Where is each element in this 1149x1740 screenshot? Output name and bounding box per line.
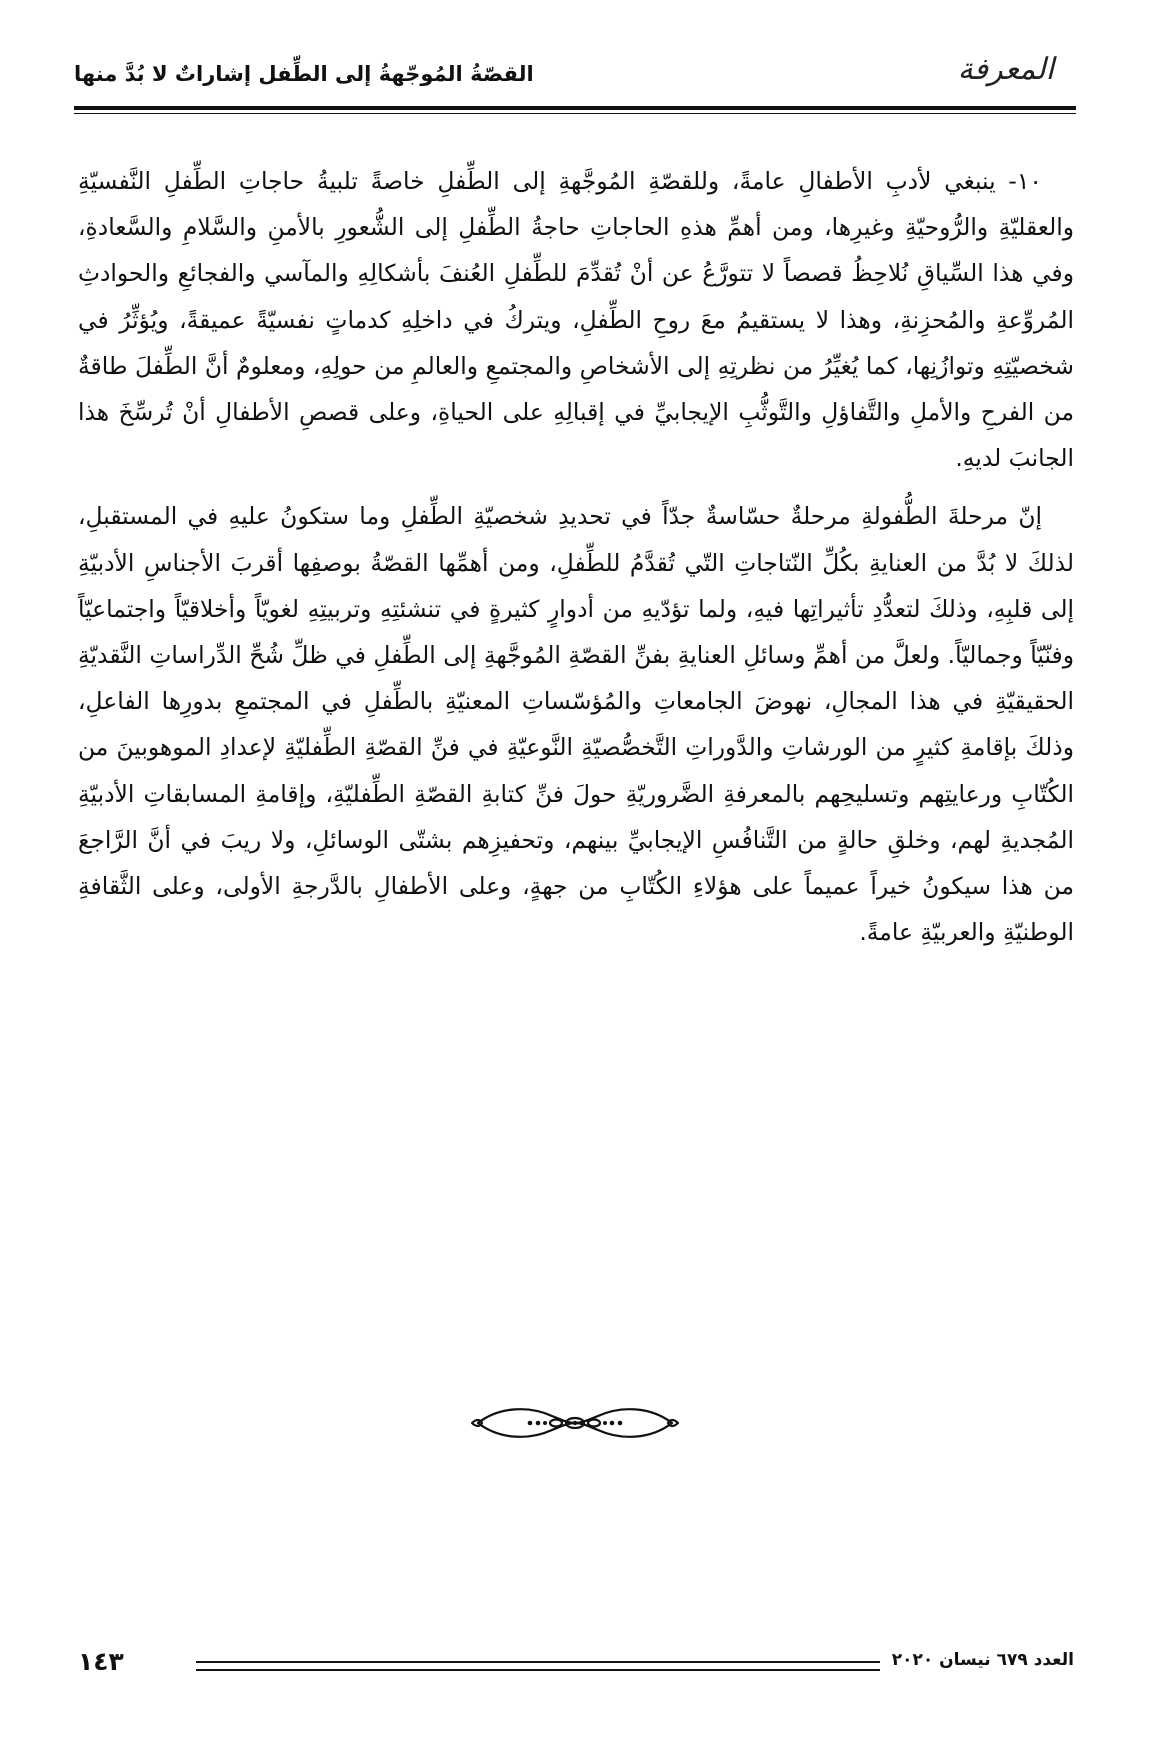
page-number: ١٤٣ [78, 1647, 124, 1676]
paragraph-2: إنّ مرحلةَ الطُّفولةِ مرحلةٌ حسّاسةٌ جدّاً في تحديدِ شخصيّةِ الطِّفلِ وما ستكونُ عليهِ في المستقبلِ، لذلكَ لا بُدَّ من العنايةِ بكُلِّ النّتاجاتِ التّي تُقدَّمُ للطِّفلِ، ومن أهمِّها القصّةُ بوصفِها أقربَ الأجناسِ الأدبيّةِ إلى قلبِهِ، وذلكَ لتعدُّدِ تأثيراتِها فيهِ، ولما تؤدّيهِ من أدوارٍ كثيرةٍ في تنشئتِهِ وتربيتِهِ لغويّاً وأخلاقيّاً واجتماعيّاً وفنّيّاً وجماليّاً. ولعلَّ من أهمِّ وسائلِ العنايةِ بفنِّ القصّةِ المُوجَّهةِ إلى الطِّفلِ في ظلِّ شُحِّ الدِّراساتِ النَّقديّةِ الحقيقيّةِ في هذا المجالِ، نهوضَ الجامعاتِ والمُؤسّساتِ المعنيّةِ بالطِّفلِ في المجتمعِ بدورِها الفاعلِ، وذلكَ بإقامةِ كثيرٍ من الورشاتِ والدَّوراتِ التَّخصُّصيّةِ النَّوعيّةِ في فنِّ القصّةِ الطِّفليّةِ لإعدادِ الموهوبينَ من الكُتّابِ ورعايتِهم وتسليحِهم بالمعرفةِ الضَّروريّةِ حولَ فنِّ كتابةِ القصّةِ الطِّفليّةِ، وإقامةِ المسابقاتِ الأدبيّةِ المُجديةِ لهم، وخلقِ حالةٍ من التَّنافُسِ الإيجابيِّ بينهم، وتحفيزِهم بشتّى الوسائلِ، ولا ريبَ في أنَّ الرَّاجعَ من هذا سيكونُ خيراً عميماً على هؤلاءِ الكُتّابِ من جهةٍ، وعلى الأطفالِ بالدَّرجةِ الأولى، وعلى الثَّقافةِ الوطنيّةِ والعربيّةِ عامةً. [78, 502, 1074, 947]
page-header [74, 44, 1076, 106]
running-title: القصّةُ المُوجّهةُ إلى الطِّفل إشاراتٌ لا بُدَّ منها [74, 62, 534, 86]
footer-rule [196, 1661, 880, 1671]
issue-info: العدد ٦٧٩ نيسان ٢٠٢٠ [891, 1650, 1074, 1670]
header-rule-thin [74, 113, 1076, 114]
magazine-logo: المعرفة [957, 52, 1054, 87]
page-footer [78, 1647, 1074, 1677]
decorative-ornament-icon [470, 1402, 680, 1444]
header-rule [74, 106, 1076, 110]
paragraph-1: ١٠- ينبغي لأدبِ الأطفالِ عامةً، وللقصّةِ المُوجَّهةِ إلى الطِّفلِ خاصةً تلبيةُ حاجاتِ الطِّفلِ النَّفسيّةِ والعقليّةِ والرُّوحيّةِ وغيرِها، ومن أهمِّ هذهِ الحاجاتِ حاجةُ الطِّفلِ إلى الشُّعورِ بالأمنِ والسَّلامِ والسَّعادةِ، وفي هذا السِّياقِ نُلاحِظُ قصصاً لا تتورَّعُ عن أنْ تُقدِّمَ للطِّفلِ العُنفَ بأشكالِهِ والمآسي والفجائعِ والحوادثِ المُروِّعةِ والمُحزِنةِ، وهذا لا يستقيمُ معَ روحِ الطِّفلِ، ويتركُ في داخلِهِ كدماتٍ نفسيّةً عميقةً، ويُؤثِّرُ في شخصيّتِهِ وتوازُنِها، كما يُغيِّرُ من نظرتِهِ إلى الأشخاصِ والمجتمعِ والعالمِ من حولِهِ، ومعلومٌ أنَّ الطِّفلَ طاقةٌ من الفرحِ والأملِ والتَّفاؤلِ والتَّوثُّبِ الإيجابيِّ في إقبالِهِ على الحياةِ، وعلى قصصِ الأطفالِ أنْ تُرسِّخَ هذا الجانبَ لديهِ. [78, 167, 1074, 473]
article-body [78, 158, 1074, 967]
